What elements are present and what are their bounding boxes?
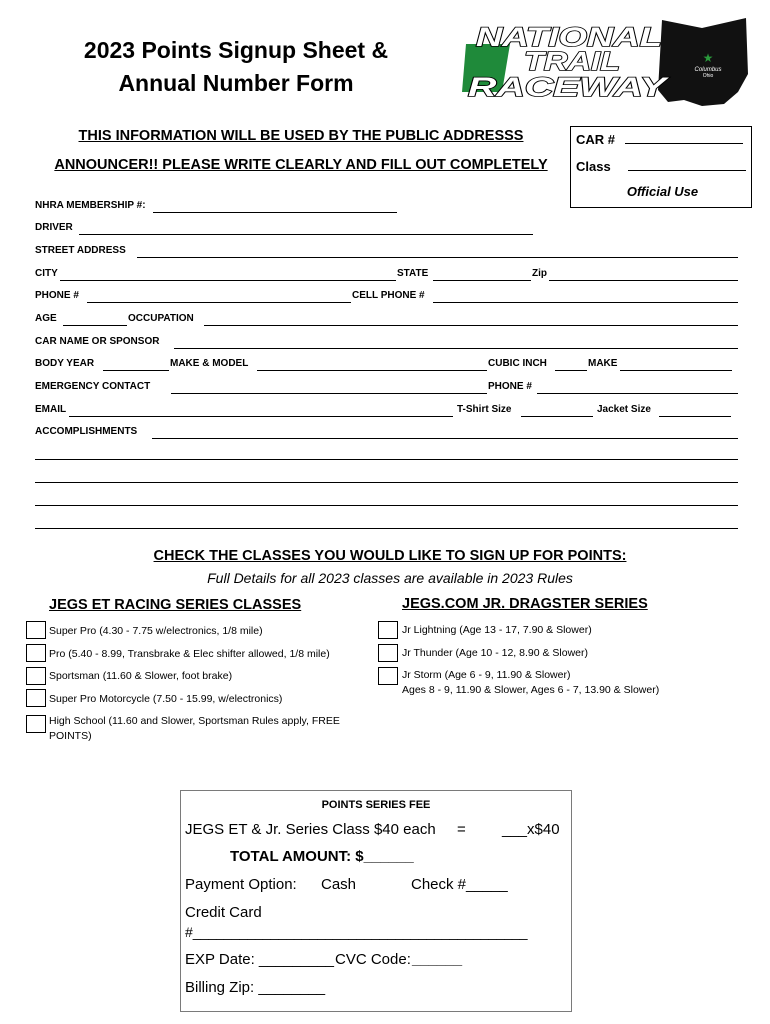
accomplishments-line[interactable] bbox=[35, 528, 738, 529]
tshirt-field[interactable] bbox=[521, 416, 593, 417]
make-model-label: MAKE & MODEL bbox=[170, 358, 249, 369]
high-school-option-continued: POINTS) bbox=[49, 730, 92, 742]
car-name-field[interactable] bbox=[174, 348, 738, 349]
sportsman-option: Sportsman (11.60 & Slower, foot brake) bbox=[49, 670, 233, 682]
cash-option[interactable]: Cash bbox=[321, 876, 357, 893]
email-field[interactable] bbox=[69, 416, 453, 417]
notice-line-2: ANNOUNCER!! PLEASE WRITE CLEARLY AND FILL OUT COMPLETELY bbox=[54, 157, 548, 173]
badge-state: Ohio bbox=[702, 73, 714, 79]
super-pro-motorcycle-checkbox[interactable] bbox=[26, 689, 46, 707]
nhra-field[interactable] bbox=[153, 212, 397, 213]
official-use-box bbox=[570, 126, 752, 208]
payment-option-label: Payment Option: bbox=[185, 876, 297, 893]
street-field[interactable] bbox=[137, 257, 738, 258]
jr-storm-option-continued: Ages 8 - 9, 11.90 & Slower, Ages 6 - 7, 13.90 & Slower) bbox=[402, 684, 660, 696]
super-pro-option: Super Pro (4.30 - 7.75 w/electronics, 1/8 mile) bbox=[49, 625, 263, 637]
occupation-field[interactable] bbox=[204, 325, 738, 326]
accomplishments-label: ACCOMPLISHMENTS bbox=[35, 426, 138, 437]
cell-phone-label: CELL PHONE # bbox=[352, 290, 425, 301]
make-model-field[interactable] bbox=[257, 370, 487, 371]
emergency-phone-label: PHONE # bbox=[488, 381, 532, 392]
cubic-inch-label: CUBIC INCH bbox=[488, 358, 547, 369]
phone-label: PHONE # bbox=[35, 290, 79, 301]
billing-zip-field[interactable]: Billing Zip: ________ bbox=[185, 979, 326, 996]
logo-line-3: RACEWAY bbox=[468, 72, 671, 102]
zip-field[interactable] bbox=[549, 280, 738, 281]
vehicle-row bbox=[35, 358, 738, 372]
total-amount-field[interactable]: TOTAL AMOUNT: $______ bbox=[230, 848, 414, 865]
make-label: MAKE bbox=[588, 358, 618, 369]
logo-line-1: NATIONAL bbox=[476, 22, 662, 52]
nhra-label: NHRA MEMBERSHIP #: bbox=[35, 200, 146, 211]
cvc-code-field[interactable]: ______ bbox=[412, 951, 463, 968]
high-school-option: High School (11.60 and Slower, Sportsman Rules apply, FREE bbox=[49, 715, 340, 727]
super-pro-motorcycle-option: Super Pro Motorcycle (7.50 - 15.99, w/electronics) bbox=[49, 693, 283, 705]
city-row bbox=[35, 268, 738, 282]
accomplishments-line[interactable] bbox=[35, 505, 738, 506]
check-number-field[interactable]: Check #_____ bbox=[411, 876, 508, 893]
cubic-inch-field[interactable] bbox=[555, 370, 587, 371]
phone-field[interactable] bbox=[87, 302, 351, 303]
pro-checkbox[interactable] bbox=[26, 644, 46, 662]
jr-thunder-option: Jr Thunder (Age 10 - 12, 8.90 & Slower) bbox=[402, 647, 588, 659]
driver-field[interactable] bbox=[79, 234, 533, 235]
body-year-label: BODY YEAR bbox=[35, 358, 95, 369]
jr-lightning-option: Jr Lightning (Age 13 - 17, 7.90 & Slower) bbox=[402, 624, 592, 636]
class-field[interactable] bbox=[628, 161, 746, 171]
jr-storm-option: Jr Storm (Age 6 - 9, 11.90 & Slower) bbox=[402, 669, 571, 681]
page-title bbox=[40, 34, 432, 100]
accomplishments-line[interactable] bbox=[35, 482, 738, 483]
jr-thunder-checkbox[interactable] bbox=[378, 644, 398, 662]
fee-series-line: JEGS ET & Jr. Series Class $40 each bbox=[185, 821, 436, 838]
accomplishments-field[interactable] bbox=[152, 438, 738, 439]
state-label: STATE bbox=[397, 268, 429, 279]
age-row bbox=[35, 313, 738, 327]
logo-line-2: TRAIL bbox=[524, 46, 620, 76]
badge-star-icon: ★ bbox=[702, 51, 714, 65]
fee-multiplier-field[interactable]: ___x$40 bbox=[502, 821, 560, 838]
car-name-row bbox=[35, 336, 738, 350]
car-name-label: CAR NAME OR SPONSOR bbox=[35, 336, 160, 347]
jacket-label: Jacket Size bbox=[597, 404, 651, 415]
accomplishments-row bbox=[35, 426, 738, 440]
points-series-fee-box bbox=[180, 790, 572, 1012]
cell-phone-field[interactable] bbox=[433, 302, 738, 303]
high-school-checkbox[interactable] bbox=[26, 715, 46, 733]
state-field[interactable] bbox=[433, 280, 531, 281]
occupation-label: OCCUPATION bbox=[128, 313, 194, 324]
driver-label: DRIVER bbox=[35, 222, 73, 233]
emergency-contact-label: EMERGENCY CONTACT bbox=[35, 381, 151, 392]
fee-equals: = bbox=[457, 821, 466, 838]
sportsman-checkbox[interactable] bbox=[26, 667, 46, 685]
classes-subtitle: Full Details for all 2023 classes are available in 2023 Rules bbox=[207, 570, 573, 586]
jacket-field[interactable] bbox=[659, 416, 731, 417]
exp-date-field[interactable]: EXP Date: _________ bbox=[185, 951, 335, 968]
body-year-field[interactable] bbox=[103, 370, 169, 371]
super-pro-checkbox[interactable] bbox=[26, 621, 46, 639]
et-series-heading: JEGS ET RACING SERIES CLASSES bbox=[49, 597, 302, 613]
official-use-caption: Official Use bbox=[626, 184, 699, 199]
city-field[interactable] bbox=[60, 280, 396, 281]
cvc-code-label: CVC Code: bbox=[335, 951, 411, 968]
credit-card-label: Credit Card bbox=[185, 904, 262, 921]
badge-city: Columbus bbox=[694, 67, 722, 73]
emergency-row bbox=[35, 381, 738, 395]
car-number-label: CAR # bbox=[576, 132, 616, 147]
pro-option: Pro (5.40 - 8.99, Transbrake & Elec shifter allowed, 1/8 mile) bbox=[49, 648, 330, 660]
car-number-field[interactable] bbox=[625, 134, 743, 144]
phone-row bbox=[35, 290, 738, 304]
class-label: Class bbox=[576, 159, 611, 174]
email-row bbox=[35, 404, 738, 418]
city-label: CITY bbox=[35, 268, 58, 279]
nhra-row bbox=[35, 200, 738, 214]
notice-line-1: THIS INFORMATION WILL BE USED BY THE PUBLIC ADDRESSS bbox=[78, 128, 524, 144]
tshirt-label: T-Shirt Size bbox=[457, 404, 512, 415]
raceway-logo bbox=[462, 14, 752, 110]
card-number-field[interactable]: #___________________________________________ bbox=[185, 924, 528, 940]
classes-title: CHECK THE CLASSES YOU WOULD LIKE TO SIGN UP FOR POINTS: bbox=[153, 548, 627, 564]
driver-row bbox=[35, 222, 738, 236]
email-label: EMAIL bbox=[35, 404, 67, 415]
emergency-phone-field[interactable] bbox=[537, 393, 738, 394]
fee-heading: POINTS SERIES FEE bbox=[321, 799, 431, 811]
age-label: AGE bbox=[35, 313, 57, 324]
zip-label: Zip bbox=[532, 268, 547, 279]
jr-lightning-checkbox[interactable] bbox=[378, 621, 398, 639]
jr-storm-checkbox[interactable] bbox=[378, 667, 398, 685]
street-label: STREET ADDRESS bbox=[35, 245, 126, 256]
emergency-contact-field[interactable] bbox=[171, 393, 487, 394]
street-row bbox=[35, 245, 738, 259]
age-field[interactable] bbox=[63, 325, 127, 326]
title-line-1: 2023 Points Signup Sheet & bbox=[83, 37, 389, 63]
title-line-2: Annual Number Form bbox=[118, 70, 354, 96]
make-field[interactable] bbox=[620, 370, 732, 371]
jr-series-heading: JEGS.COM JR. DRAGSTER SERIES bbox=[402, 596, 648, 612]
accomplishments-line[interactable] bbox=[35, 459, 738, 460]
